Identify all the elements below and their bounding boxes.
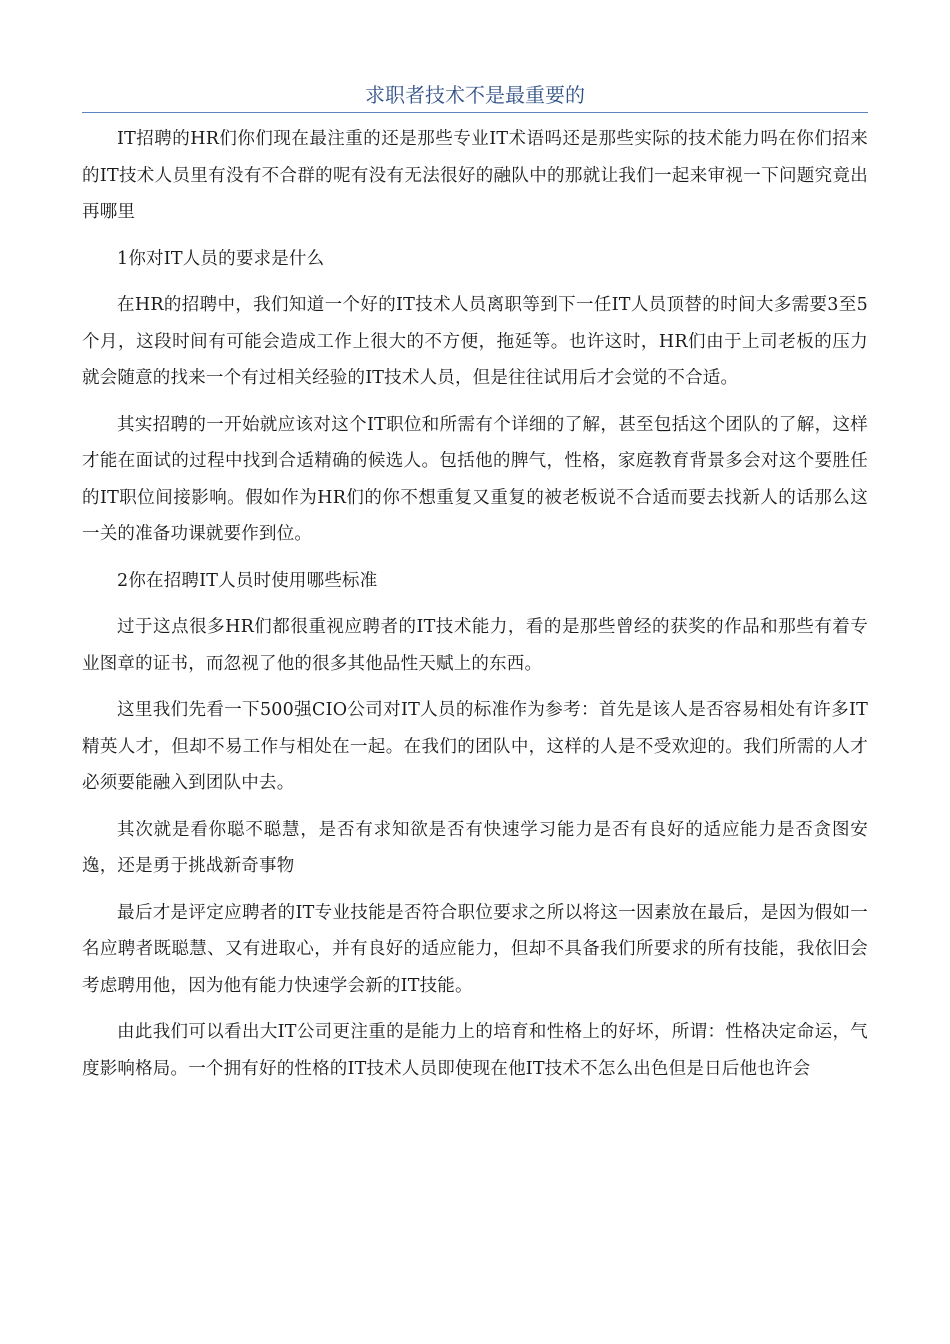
paragraph: 过于这点很多HR们都很重视应聘者的IT技术能力，看的是那些曾经的获奖的作品和那些有着专业图章的证书，而忽视了他的很多其他品性天赋上的东西。 bbox=[82, 617, 868, 674]
paragraph: 其次就是看你聪不聪慧，是否有求知欲是否有快速学习能力是否有良好的适应能力是否贪图安逸，还是勇于挑战新奇事物 bbox=[82, 819, 868, 876]
paragraph: 最后才是评定应聘者的IT专业技能是否符合职位要求之所以将这一因素放在最后，是因为假如一名应聘者既聪慧、又有进取心，并有良好的适应能力，但却不具备我们所要求的所有技能，我依旧会考虑聘用他，因为他有能力快速学会新的IT技能。 bbox=[82, 902, 868, 996]
section-heading-1: 1你对IT人员的要求是什么 bbox=[117, 248, 325, 269]
title-underline bbox=[82, 112, 868, 113]
paragraph-intro: IT招聘的HR们你们现在最注重的还是那些专业IT术语吗还是那些实际的技术能力吗在你们招来的IT技术人员里有没有不合群的呢有没有无法很好的融队中的那就让我们一起来审视一下问题究竟出再哪里 bbox=[82, 129, 868, 222]
paragraph: 由此我们可以看出大IT公司更注重的是能力上的培育和性格上的好坏，所谓：性格决定命运，气度影响格局。一个拥有好的性格的IT技术人员即使现在他IT技术不怎么出色但是日后他也许会 bbox=[82, 1022, 868, 1079]
paragraph: 其实招聘的一开始就应该对这个IT职位和所需有个详细的了解，甚至包括这个团队的了解，这样才能在面试的过程中找到合适精确的候选人。包括他的脾气，性格，家庭教育背景多会对这个要胜任的IT职位间接影响。假如作为HR们的你不想重复又重复的被老板说不合适而要去找新人的话那么这一关的准备功课就要作到位。 bbox=[82, 414, 868, 544]
document-page bbox=[82, 78, 868, 1097]
paragraph: 在HR的招聘中，我们知道一个好的IT技术人员离职等到下一任IT人员顶替的时间大多需要3至5个月，这段时间有可能会造成工作上很大的不方便，拖延等。也许这时，HR们由于上司老板的压力就会随意的找来一个有过相关经验的IT技术人员，但是往往试用后才会觉的不合适。 bbox=[82, 295, 868, 388]
document-title: 求职者技术不是最重要的 bbox=[365, 83, 585, 107]
section-heading-2: 2你在招聘IT人员时使用哪些标准 bbox=[117, 570, 378, 591]
paragraph: 这里我们先看一下500强CIO公司对IT人员的标准作为参考：首先是该人是否容易相处有许多IT精英人才，但却不易工作与相处在一起。在我们的团队中，这样的人是不受欢迎的。我们所需的人才必须要能融入到团队中去。 bbox=[82, 700, 868, 793]
